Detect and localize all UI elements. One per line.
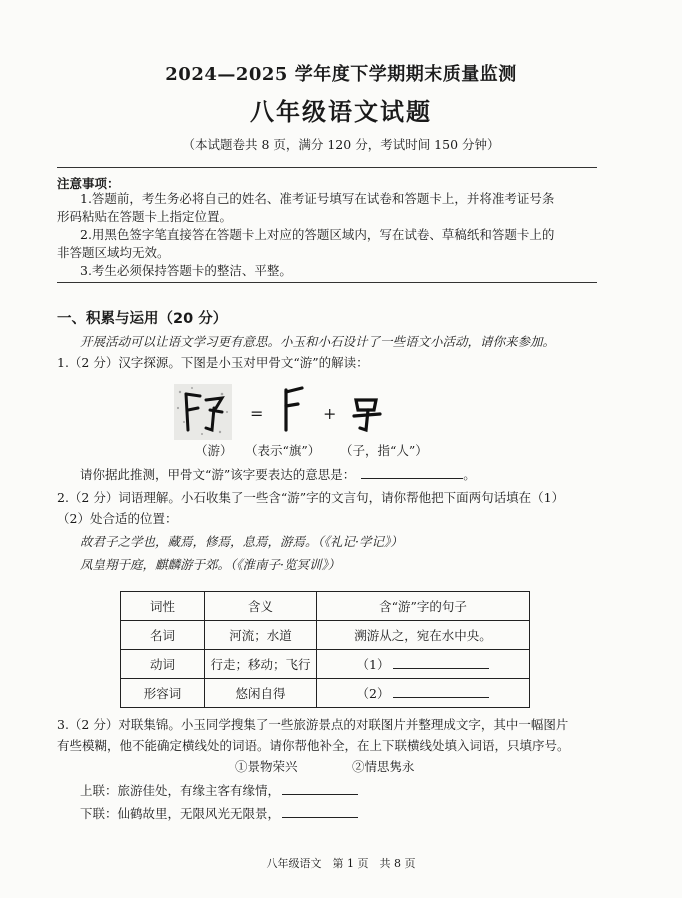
blank-label-2: （2） <box>356 686 390 701</box>
table-cell <box>317 650 530 679</box>
equals-sign: = <box>250 404 264 423</box>
q3-stem-line2: 有些模糊，他不能确定横线处的词语。请你帮他补全，在上下联横线处填入词语，只填序号。 <box>57 738 570 753</box>
q1-prompt-text: 请你据此推测，甲骨文“游”该字要表达的意思是： <box>80 467 356 482</box>
caption-you: （游） <box>195 443 233 458</box>
q3-option1: ①景物荣兴 <box>235 759 298 774</box>
q2-stem-line2: （2）处合适的位置： <box>57 511 178 526</box>
oracle-flag-glyph <box>276 384 312 434</box>
table-header-cell: 含义 <box>205 592 317 621</box>
table-cell: 名词 <box>121 621 205 650</box>
q2-answer-blank-2[interactable] <box>393 684 489 698</box>
blank-label-1: （1） <box>356 657 390 672</box>
divider-bottom <box>57 282 597 283</box>
oracle-you-glyph <box>172 382 234 442</box>
q1-prompt <box>80 465 476 484</box>
table-cell: 河流；水道 <box>205 621 317 650</box>
table-header-row <box>121 592 530 621</box>
table-cell: 形容词 <box>121 679 205 708</box>
couplet-lower-blank[interactable] <box>282 804 358 818</box>
table-header-cell: 含“游”字的句子 <box>317 592 530 621</box>
couplet-upper <box>80 781 358 800</box>
divider-top <box>57 167 597 168</box>
notice-item-3: 3.考生必须保持答题卡的整洁、平整。 <box>80 263 292 278</box>
table-cell: 溯游从之，宛在水中央。 <box>317 621 530 650</box>
page-footer: 八年级语文 第 1 页 共 8 页 <box>266 857 416 870</box>
plus-sign: + <box>323 404 337 423</box>
couplet-lower <box>80 804 358 823</box>
couplet-upper-text: 上联：旅游佳处，有缘主客有缘情， <box>80 783 281 798</box>
q2-answer-blank-1[interactable] <box>393 655 489 669</box>
q3-option2: ②情思隽永 <box>352 759 415 774</box>
exam-title: 2024—2025 学年度下学期期末质量监测 <box>165 64 517 85</box>
exam-info: （本试题卷共 8 页，满分 120 分，考试时间 150 分钟） <box>182 137 500 152</box>
section-heading: 一、积累与运用（20 分） <box>57 311 228 327</box>
vocab-table <box>120 591 530 708</box>
section-intro: 开展活动可以让语文学习更有意思。小玉和小石设计了一些语文小活动，请你来参加。 <box>80 334 556 349</box>
q1-answer-blank[interactable] <box>361 465 463 479</box>
couplet-upper-blank[interactable] <box>282 781 358 795</box>
q2-stem-line1: 2.（2 分）词语理解。小石收集了一些含“游”字的文言句，请你帮他把下面两句话填在（1） <box>57 490 565 505</box>
notice-item-2a: 2.用黑色签字笔直接答在答题卡上对应的答题区域内，写在试卷、草稿纸和答题卡上的 <box>80 227 555 242</box>
q2-quote2: 凤皇翔于庭，麒麟游于郊。（《淮南子·览冥训》） <box>80 557 341 572</box>
oracle-child-glyph <box>348 394 388 436</box>
subject-title: 八年级语文试题 <box>250 97 432 126</box>
notice-item-1b: 形码粘贴在答题卡上指定位置。 <box>57 209 233 224</box>
caption-child: （子，指“人”） <box>340 443 428 458</box>
caption-flag: （表示“旗”） <box>245 443 321 458</box>
table-row <box>121 621 530 650</box>
table-row <box>121 650 530 679</box>
table-row <box>121 679 530 708</box>
q3-stem-line1: 3.（2 分）对联集锦。小玉同学搜集了一些旅游景点的对联图片并整理成文字，其中一幅图片 <box>57 717 569 732</box>
table-cell: 悠闲自得 <box>205 679 317 708</box>
notice-item-1a: 1.答题前，考生务必将自己的姓名、准考证号填写在试卷和答题卡上，并将准考证号条 <box>80 191 555 206</box>
table-cell <box>317 679 530 708</box>
table-header-cell: 词性 <box>121 592 205 621</box>
table-cell: 行走；移动；飞行 <box>205 650 317 679</box>
q1-stem: 1.（2 分）汉字探源。下图是小玉对甲骨文“游”的解读： <box>57 355 369 370</box>
notice-item-2b: 非答题区域均无效。 <box>57 245 170 260</box>
notice-heading: 注意事项： <box>57 176 120 191</box>
q2-quote1: 故君子之学也，藏焉，修焉，息焉，游焉。（《礼记·学记》） <box>80 534 403 549</box>
q1-period: 。 <box>463 467 476 482</box>
couplet-lower-text: 下联：仙鹤故里，无限风光无限景， <box>80 806 281 821</box>
table-cell: 动词 <box>121 650 205 679</box>
